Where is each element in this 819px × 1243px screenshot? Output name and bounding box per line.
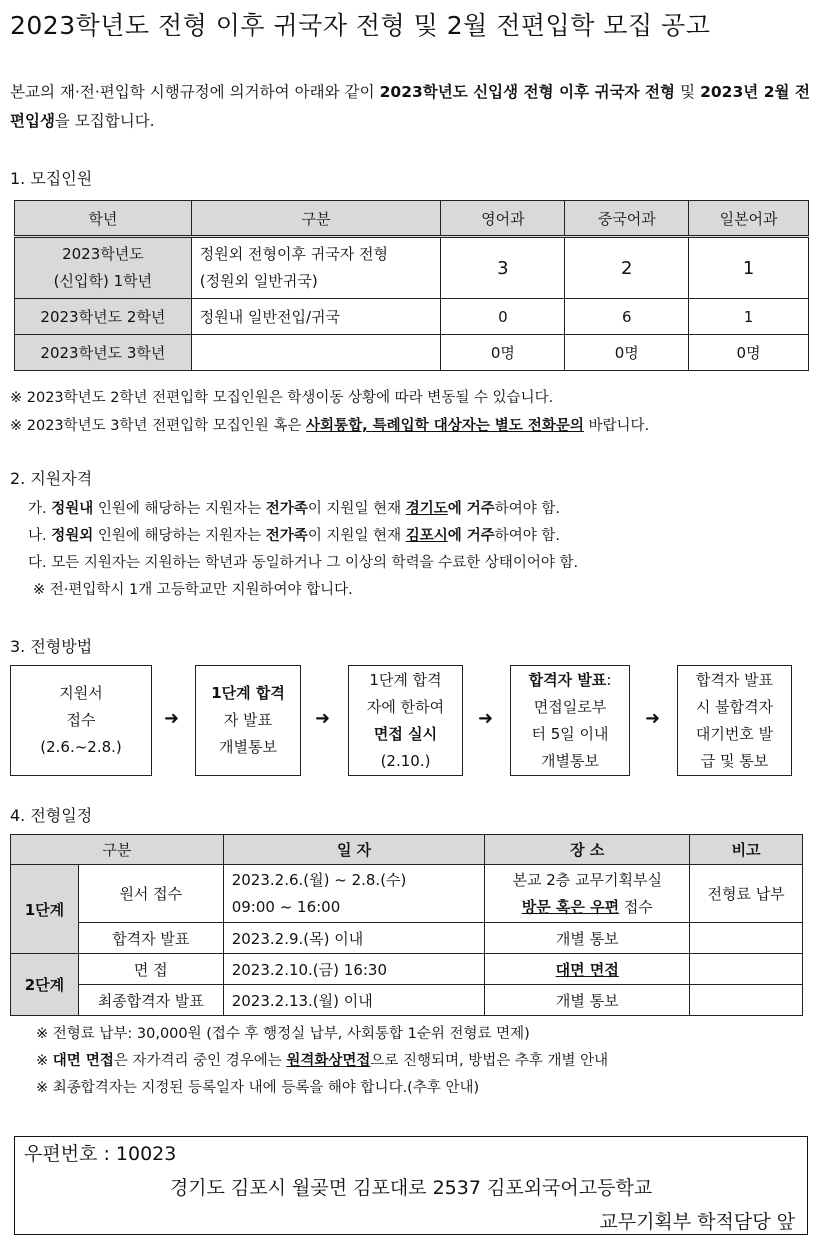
header-division: 구분 [11, 835, 224, 865]
place-cell [485, 865, 690, 923]
table-row [15, 299, 809, 335]
remark-cell [690, 985, 803, 1016]
q-text: 인원에 해당하는 지원자는 [93, 528, 266, 544]
section-heading-recruitment: 1. 모집인원 [10, 169, 93, 188]
remark-cell [690, 923, 803, 954]
note-text: 바랍니다. [583, 418, 650, 434]
qualification-item [28, 497, 560, 518]
note-text: 은 자가격리 중인 경우에는 [113, 1053, 287, 1069]
intro-bold: 2023학년도 신입생 전형 이후 귀국자 전형 [379, 83, 676, 101]
step-line: (2.6.~2.8.) [40, 738, 122, 756]
arrow-right-icon: ➜ [645, 708, 661, 729]
date-cell: 2023.2.13.(월) 이내 [223, 985, 485, 1016]
postal-code: 우편번호 : 10023 [24, 1143, 177, 1165]
place-cell: 개별 통보 [485, 985, 690, 1016]
place-underline: 방문 혹은 우편 [521, 897, 620, 916]
recruitment-note: ※ 2023학년도 2학년 전편입학 모집인원은 학생이동 상황에 따라 변동될 수 있습니다. [10, 390, 554, 406]
q-bold: 전가족 [265, 528, 308, 544]
stage-1-cell: 1단계 [11, 865, 79, 954]
step-line: 면접 실시 [373, 724, 438, 743]
place-cell: 개별 통보 [485, 923, 690, 954]
item-cell: 합격자 발표 [78, 923, 223, 954]
step-line: 개별통보 [219, 738, 277, 756]
address-recipient: 교무기획부 학적담당 앞 [599, 1211, 795, 1233]
q-text: 이 지원일 현재 [307, 528, 406, 544]
place-underline: 대면 면접 [555, 960, 619, 979]
table-row [15, 237, 809, 299]
step-line: 지원서 [59, 684, 103, 702]
header-grade: 학년 [15, 201, 192, 237]
schedule-note [36, 1049, 608, 1070]
place-line: 접수 [619, 897, 653, 916]
category-cell [191, 335, 441, 371]
step-line: 급 및 통보 [700, 751, 769, 770]
date-cell: 2023.2.9.(목) 이내 [223, 923, 485, 954]
count-cell: 0명 [565, 335, 689, 371]
item-cell: 원서 접수 [78, 865, 223, 923]
header-english: 영어과 [441, 201, 565, 237]
header-japanese: 일본어과 [689, 201, 809, 237]
note-underline: 사회통합, 특례입학 대상자는 별도 전화문의 [306, 418, 584, 434]
grade-cell [15, 237, 192, 299]
note-underline: 원격화상면접 [286, 1053, 371, 1069]
step-line: 1단계 합격 [211, 684, 285, 702]
table-header-row [15, 201, 809, 237]
note-text: ※ 2023학년도 3학년 전편입학 모집인원 혹은 [10, 418, 307, 434]
q-bold: 정원내 [51, 501, 94, 517]
header-date: 일 자 [223, 835, 485, 865]
table-row [15, 335, 809, 371]
note-bold: 대면 면접 [52, 1053, 114, 1069]
q-underline: 김포시 [405, 528, 448, 544]
category-cell [191, 237, 441, 299]
header-chinese: 중국어과 [565, 201, 689, 237]
count-cell: 0 [441, 299, 565, 335]
header-remark: 비고 [690, 835, 803, 865]
category-line: (정원외 일반귀국) [199, 272, 318, 290]
step-line: 1단계 합격 [369, 670, 442, 689]
remark-cell: 전형료 납부 [690, 865, 803, 923]
date-cell [223, 865, 485, 923]
q-text: 하여야 함. [494, 528, 561, 544]
q-text: 이 지원일 현재 [307, 501, 406, 517]
item-cell: 면 접 [78, 954, 223, 985]
intro-text: 및 [675, 83, 701, 101]
note-text: ※ [36, 1053, 53, 1069]
process-step-4 [510, 665, 630, 776]
grade-line: 2023학년도 [62, 245, 144, 263]
table-row [11, 923, 803, 954]
qualification-item: 다. 모든 지원자는 지원하는 학년과 동일하거나 그 이상의 학력을 수료한 상태이어야 함. [28, 555, 579, 571]
recruitment-note [10, 414, 649, 435]
arrow-right-icon: ➜ [315, 708, 331, 729]
remark-cell [690, 954, 803, 985]
step-line: 개별통보 [541, 751, 599, 770]
q-text: 나. [28, 528, 52, 544]
place-cell [485, 954, 690, 985]
intro-bold: 2023년 2월 전편입생 [10, 83, 811, 130]
step-line: 자에 한하여 [366, 697, 445, 716]
date-line: 09:00 ~ 16:00 [231, 897, 341, 916]
count-cell: 6 [565, 299, 689, 335]
arrow-right-icon: ➜ [478, 708, 494, 729]
q-text: 하여야 함. [494, 501, 561, 517]
process-step-5 [677, 665, 792, 776]
address-line: 경기도 김포시 월곶면 김포대로 2537 김포외국어고등학교 [169, 1177, 653, 1199]
intro-text: 을 모집합니다. [54, 112, 155, 130]
header-category: 구분 [191, 201, 441, 237]
section-heading-method: 3. 전형방법 [10, 637, 93, 656]
schedule-note: ※ 최종합격자는 지정된 등록일자 내에 등록을 해야 합니다.(추후 안내) [36, 1080, 480, 1096]
section-heading-qualification: 2. 지원자격 [10, 469, 93, 488]
count-cell: 0명 [441, 335, 565, 371]
stage-2-cell: 2단계 [11, 954, 79, 1016]
table-header-row [11, 835, 803, 865]
step-colon: : [606, 670, 612, 689]
recruitment-table [14, 200, 809, 371]
table-row [11, 865, 803, 923]
q-bold: 에 거주 [447, 528, 495, 544]
item-cell: 최종합격자 발표 [78, 985, 223, 1016]
count-cell: 3 [441, 237, 565, 299]
q-bold: 정원외 [51, 528, 94, 544]
qualification-item [28, 524, 560, 545]
step-line: 합격자 발표 [695, 670, 774, 689]
step-line: 자 발표 [223, 711, 273, 729]
step-line: 터 5일 이내 [531, 724, 609, 743]
intro-text: 본교의 재·전·편입학 시행규정에 의거하여 아래와 같이 [10, 83, 380, 101]
q-underline: 경기도 [405, 501, 448, 517]
step-line: 대기번호 발 [695, 724, 774, 743]
schedule-note: ※ 전형료 납부: 30,000원 (접수 후 행정실 납부, 사회통합 1순위 전형료 면제) [36, 1026, 530, 1042]
address-box [14, 1136, 808, 1235]
date-cell: 2023.2.10.(금) 16:30 [223, 954, 485, 985]
step-line: 면접일로부 [533, 697, 607, 716]
q-bold: 전가족 [265, 501, 308, 517]
header-place: 장 소 [485, 835, 690, 865]
count-cell: 0명 [689, 335, 809, 371]
table-row [11, 954, 803, 985]
grade-cell: 2023학년도 2학년 [15, 299, 192, 335]
section-heading-schedule: 4. 전형일정 [10, 806, 93, 825]
step-line: 접수 [66, 711, 96, 729]
page-title: 2023학년도 전형 이후 귀국자 전형 및 2월 전편입학 모집 공고 [10, 11, 711, 40]
process-step-3 [348, 665, 463, 776]
intro-paragraph [10, 78, 810, 136]
step-line: 합격자 발표 [528, 670, 607, 689]
category-line: 정원외 전형이후 귀국자 전형 [199, 245, 388, 263]
count-cell: 1 [689, 299, 809, 335]
step-line: 시 불합격자 [695, 697, 774, 716]
note-text: 으로 진행되며, 방법은 추후 개별 안내 [370, 1053, 609, 1069]
count-cell: 1 [689, 237, 809, 299]
q-text: 인원에 해당하는 지원자는 [93, 501, 266, 517]
schedule-table [10, 834, 803, 1016]
grade-line: (신입학) 1학년 [53, 272, 153, 290]
process-step-2 [195, 665, 301, 776]
grade-cell: 2023학년도 3학년 [15, 335, 192, 371]
qualification-note: ※ 전·편입학시 1개 고등학교만 지원하여야 합니다. [33, 582, 353, 598]
date-line: 2023.2.6.(월) ~ 2.8.(수) [231, 870, 407, 889]
place-line: 본교 2층 교무기획부실 [512, 870, 663, 889]
q-text: 가. [28, 501, 52, 517]
count-cell: 2 [565, 237, 689, 299]
q-bold: 에 거주 [447, 501, 495, 517]
process-step-1 [10, 665, 152, 776]
step-line: (2.10.) [380, 751, 431, 770]
arrow-right-icon: ➜ [164, 708, 180, 729]
table-row [11, 985, 803, 1016]
category-cell: 정원내 일반전입/귀국 [191, 299, 441, 335]
